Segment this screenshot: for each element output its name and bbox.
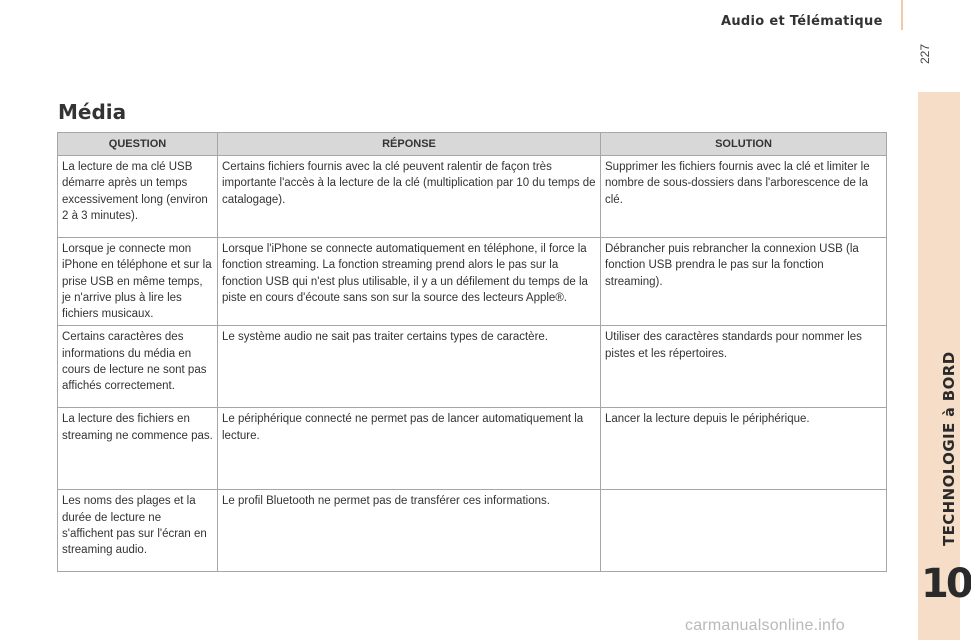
header-divider xyxy=(901,0,903,30)
chapter-number: 10 xyxy=(921,561,971,607)
chapter-label xyxy=(940,351,958,546)
page-number: 227 xyxy=(918,43,932,64)
response-cell: Lorsque l'iPhone se connecte automatiquement en téléphone, il force la fonction streaming. La fonction streaming prend alors le pas sur la fonction USB qui n'est plus utilisable, il y a un défilement du temps de la piste en cours d'écoute sans son sur la source des lecteurs Apple®. xyxy=(218,238,601,326)
section-title: Média xyxy=(58,100,127,124)
chapter-label-part3: BORD xyxy=(940,351,958,407)
solution-cell: Débrancher puis rebrancher la connexion USB (la fonction USB prendra le pas sur la fonction streaming). xyxy=(601,238,887,326)
column-header-solution: SOLUTION xyxy=(601,133,887,156)
column-header-response: RÉPONSE xyxy=(218,133,601,156)
solution-cell xyxy=(601,490,887,572)
column-header-question: QUESTION xyxy=(58,133,218,156)
chapter-label-part1: TECHNOLOGIE xyxy=(940,416,958,546)
question-cell: La lecture de ma clé USB démarre après un temps excessivement long (environ 2 à 3 minutes). xyxy=(58,156,218,238)
table-row xyxy=(58,238,887,326)
response-cell: Le système audio ne sait pas traiter certains types de caractère. xyxy=(218,326,601,408)
solution-cell: Utiliser des caractères standards pour nommer les pistes et les répertoires. xyxy=(601,326,887,408)
table-header-row xyxy=(58,133,887,156)
table-row xyxy=(58,156,887,238)
response-cell: Le périphérique connecté ne permet pas de lancer automatiquement la lecture. xyxy=(218,408,601,490)
table-row xyxy=(58,490,887,572)
question-cell: Certains caractères des informations du média en cours de lecture ne sont pas affichés correctement. xyxy=(58,326,218,408)
question-cell: La lecture des fichiers en streaming ne commence pas. xyxy=(58,408,218,490)
question-cell: Lorsque je connecte mon iPhone en téléphone et sur la prise USB en même temps, je n'arrive plus à lire les fichiers musicaux. xyxy=(58,238,218,326)
table-row xyxy=(58,326,887,408)
response-cell: Certains fichiers fournis avec la clé peuvent ralentir de façon très importante l'accès à la lecture de la clé (multiplication par 10 du temps de catalogage). xyxy=(218,156,601,238)
running-header-title: Audio et Télématique xyxy=(721,14,883,29)
troubleshooting-table xyxy=(57,132,887,572)
question-cell: Les noms des plages et la durée de lecture ne s'affichent pas sur l'écran en streaming audio. xyxy=(58,490,218,572)
response-cell: Le profil Bluetooth ne permet pas de transférer ces informations. xyxy=(218,490,601,572)
table-row xyxy=(58,408,887,490)
watermark: carmanualsonline.info xyxy=(685,617,845,634)
solution-cell: Lancer la lecture depuis le périphérique. xyxy=(601,408,887,490)
solution-cell: Supprimer les fichiers fournis avec la clé et limiter le nombre de sous-dossiers dans l'arborescence de la clé. xyxy=(601,156,887,238)
chapter-label-part2: à xyxy=(942,406,958,417)
